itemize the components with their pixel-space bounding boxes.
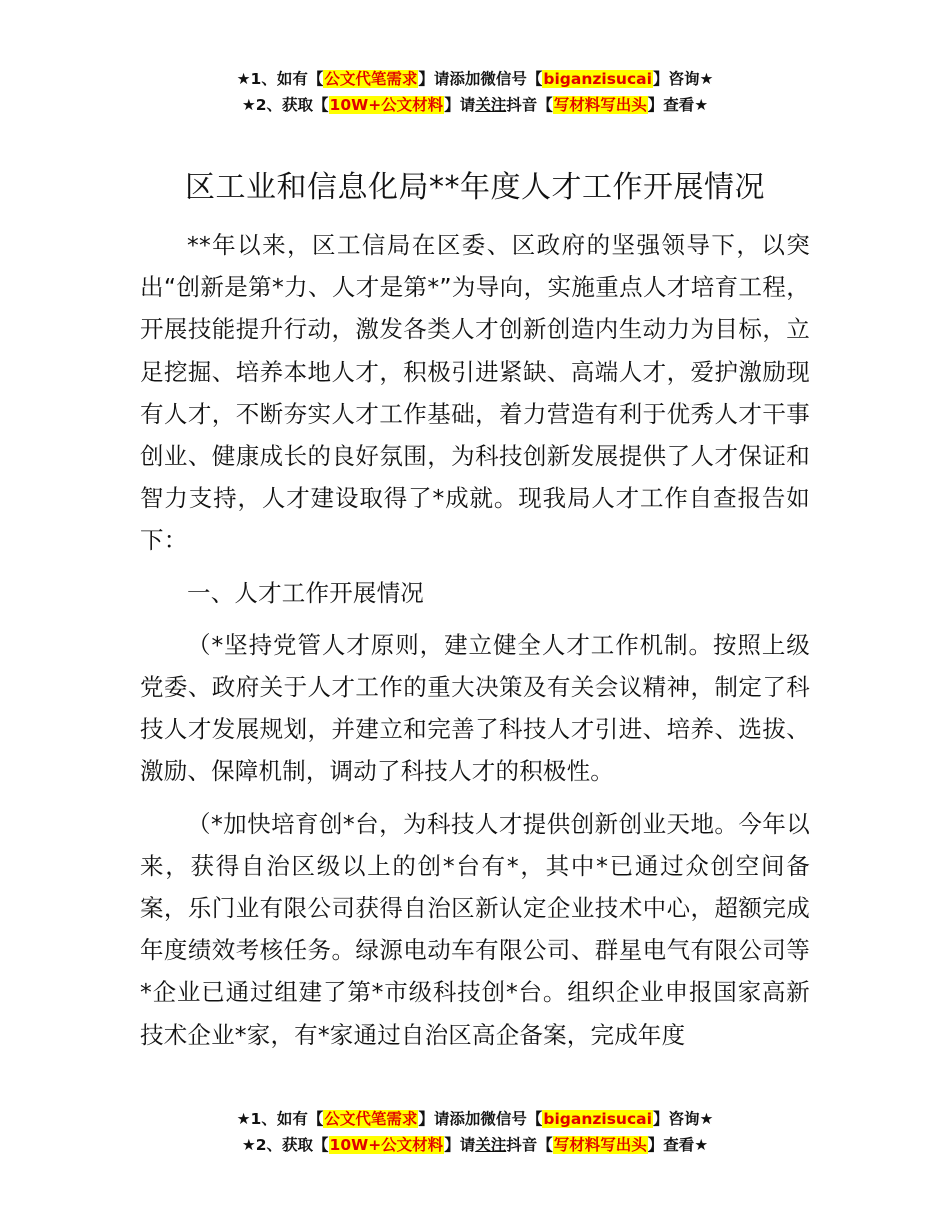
promo-highlight: 公文代笔需求 [324, 70, 418, 88]
promo-text: 】请添加微信号【 [418, 70, 543, 88]
promo-highlight: 写材料写出头 [553, 1136, 647, 1154]
document-title: 区工业和信息化局**年度人才工作开展情况 [185, 170, 765, 205]
promo-text: 抖音【 [506, 1136, 553, 1154]
promo-line-1 [0, 1106, 950, 1132]
promo-text: ★1、如有【 [236, 1110, 324, 1128]
promo-highlight: 10W+公文材料 [329, 96, 444, 114]
header-promo-banner [0, 66, 950, 118]
promo-highlight: 10W+公文材料 [329, 1136, 444, 1154]
promo-underlined: 关注 [475, 96, 507, 114]
promo-text: 】咨询★ [652, 70, 714, 88]
promo-underlined: 关注 [475, 1136, 507, 1154]
footer-promo-banner [0, 1106, 950, 1158]
promo-wechat-id: biganzisucai [543, 70, 652, 88]
promo-text: 】请添加微信号【 [418, 1110, 543, 1128]
promo-highlight: 公文代笔需求 [324, 1110, 418, 1128]
promo-text: 】查看★ [647, 1136, 709, 1154]
promo-highlight: 写材料写出头 [553, 96, 647, 114]
promo-line-2 [0, 1132, 950, 1158]
paragraph-mechanism: （*坚持党管人才原则，建立健全人才工作机制。按照上级党委、政府关于人才工作的重大决策及有关会议精神，制定了科技人才发展规划，并建立和完善了科技人才引进、培养、选拔、激励、保障机制，调动了科技人才的积极性。 [140, 630, 810, 786]
promo-wechat-id: biganzisucai [543, 1110, 652, 1128]
paragraph-intro: **年以来，区工信局在区委、区政府的坚强领导下，以突出“创新是第*力、人才是第*”为导向，实施重点人才培育工程，开展技能提升行动，激发各类人才创新创造内生动力为目标，立足挖掘、培养本地人才，积极引进紧缺、高端人才，爱护激励现有人才，不断夯实人才工作基础，着力营造有利于优秀人才干事创业、健康成长的良好氛围，为科技创新发展提供了人才保证和智力支持，人才建设取得了*成就。现我局人才工作自查报告如下： [140, 231, 810, 555]
promo-line-2 [0, 92, 950, 118]
section-heading: 一、人才工作开展情况 [187, 578, 424, 607]
promo-text: 】请 [444, 1136, 476, 1154]
document-body [140, 224, 810, 1056]
promo-text: ★2、获取【 [241, 1136, 329, 1154]
promo-text: 】查看★ [647, 96, 709, 114]
promo-text: 】咨询★ [652, 1110, 714, 1128]
promo-text: 】请 [444, 96, 476, 114]
promo-text: ★2、获取【 [241, 96, 329, 114]
promo-line-1 [0, 66, 950, 92]
paragraph-platform: （*加快培育创*台，为科技人才提供创新创业天地。今年以来，获得自治区级以上的创*台有*，其中*已通过众创空间备案，乐门业有限公司获得自治区新认定企业技术中心，超额完成年度绩效考核任务。绿源电动车有限公司、群星电气有限公司等*企业已通过组建了第*市级科技创*台。组织企业申报国家高新技术企业*家，有*家通过自治区高企备案，完成年度 [140, 809, 810, 1049]
promo-text: 抖音【 [506, 96, 553, 114]
promo-text: ★1、如有【 [236, 70, 324, 88]
